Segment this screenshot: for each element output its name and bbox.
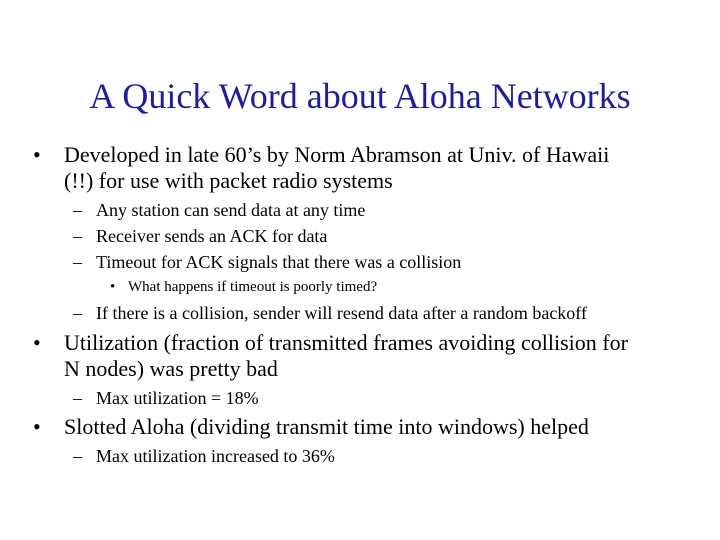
- slide-title: A Quick Word about Aloha Networks: [89, 76, 631, 116]
- sub-bullet-marker: –: [73, 226, 82, 246]
- sub-bullet-timeout: Timeout for ACK signals that there was a collision: [96, 252, 462, 272]
- bullet-marker: •: [33, 142, 41, 167]
- bullet-marker: •: [33, 330, 41, 355]
- bullet-developed-line2: (!!) for use with packet radio systems: [64, 168, 393, 193]
- bullet-utilization-line2: N nodes) was pretty bad: [64, 356, 278, 381]
- sub-bullet-marker: –: [73, 200, 82, 220]
- bullet-developed-line1: Developed in late 60’s by Norm Abramson at Univ. of Hawaii: [64, 142, 610, 167]
- sub-bullet-marker: –: [73, 446, 82, 466]
- sub-bullet-any-station: Any station can send data at any time: [96, 200, 366, 220]
- sub-sub-bullet-marker: •: [110, 279, 116, 295]
- bullet-slotted-aloha: Slotted Aloha (dividing transmit time into windows) helped: [64, 414, 589, 439]
- sub-bullet-max-18: Max utilization = 18%: [96, 388, 259, 408]
- bullet-utilization-line1: Utilization (fraction of transmitted frames avoiding collision for: [64, 330, 628, 355]
- sub-bullet-receiver: Receiver sends an ACK for data: [96, 226, 328, 246]
- sub-bullet-marker: –: [73, 252, 82, 272]
- sub-sub-bullet-poorly-timed: What happens if timeout is poorly timed?: [128, 279, 378, 295]
- sub-bullet-marker: –: [73, 303, 82, 323]
- bullet-marker: •: [33, 414, 41, 439]
- sub-bullet-max-36: Max utilization increased to 36%: [96, 446, 335, 466]
- sub-bullet-collision-backoff: If there is a collision, sender will resend data after a random backoff: [96, 303, 587, 323]
- sub-bullet-marker: –: [73, 388, 82, 408]
